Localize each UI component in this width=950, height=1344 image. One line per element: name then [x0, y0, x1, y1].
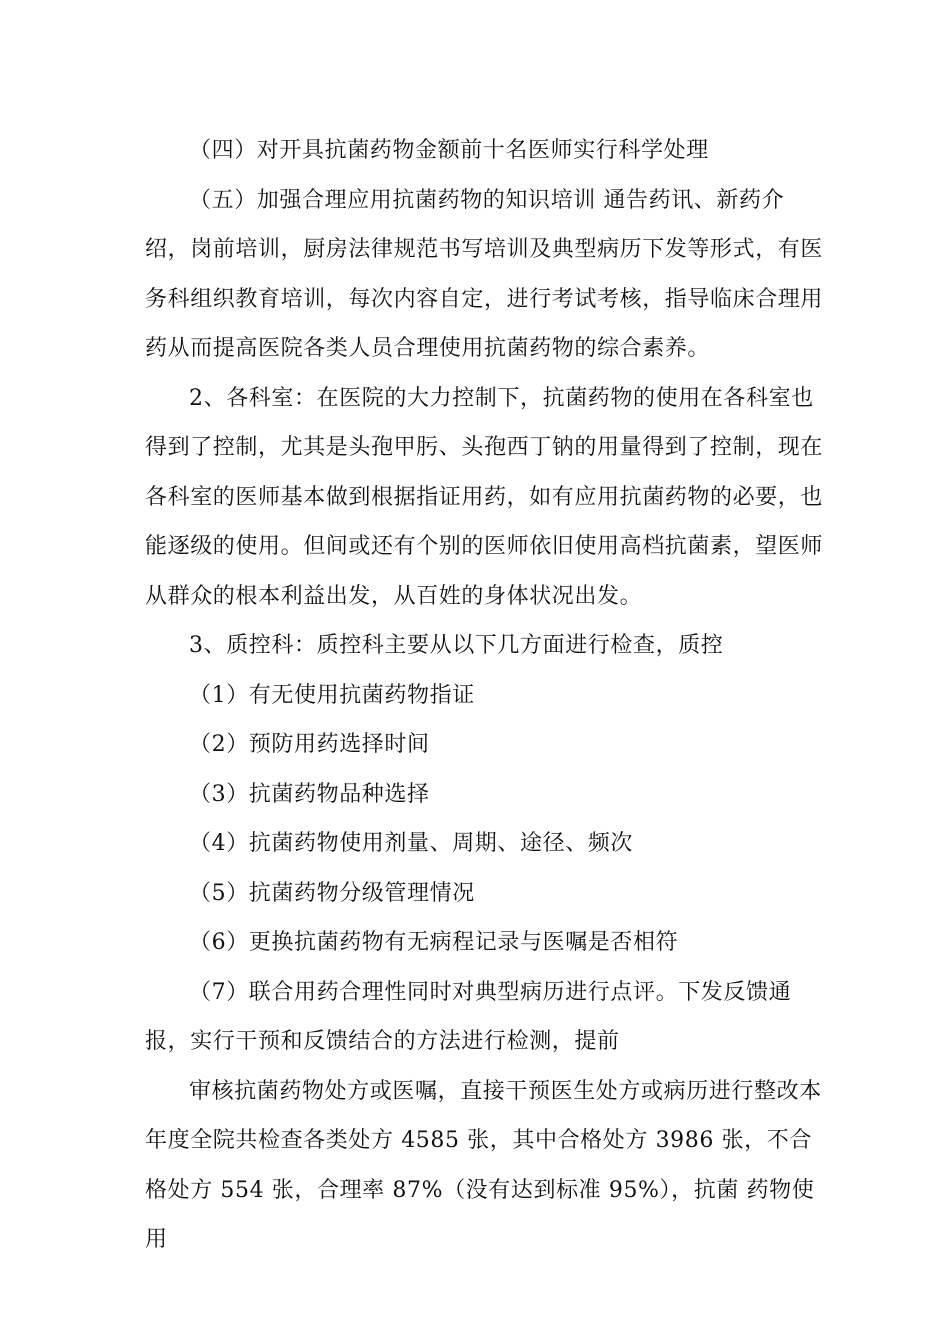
list-item-2: （2）预防用药选择时间 [189, 732, 430, 757]
paragraph-4-heading: （四）对开具抗菌药物金额前十名医师实行科学处理 [189, 138, 709, 163]
list-item-5: （5）抗菌药物分级管理情况 [189, 880, 475, 906]
list-item-4: （4）抗菌药物使用剂量、周期、途径、频次 [189, 831, 633, 856]
paragraph-5-training: （五）加强合理应用抗菌药物的知识培训 通告药讯、新药介绍，岗前培训，厨房法律规范书写培训及典型病历下发等形式，有医务科组织教育培训，每次内容自定，进行考试考核，指导临床合理用药从而提高医院各类人员合理使用抗菌药物的综合素养。 [145, 187, 824, 361]
body-text [145, 126, 825, 1265]
paragraph-departments: 2、各科室：在医院的大力控制下，抗菌药物的使用在各科室也得到了控制，尤其是头孢甲肟、头孢西丁钠的用量得到了控制，现在各科室的医师基本做到根据指证用药，如有应用抗菌药物的必要，也能逐级的使用。但间或还有个别的医师依旧使用高档抗菌素，望医师从群众的根本利益出发，从百姓的身体状况出发。 [145, 385, 824, 609]
list-item-3: （3）抗菌药物品种选择 [189, 781, 430, 807]
paragraph-quality-control: 3、质控科：质控科主要从以下几方面进行检查，质控 [189, 633, 724, 658]
list-item-7: （7）联合用药合理性同时对典型病历进行点评。下发反馈通报，实行干预和反馈结合的方法进行检测，提前 [145, 979, 792, 1054]
paragraph-audit: 审核抗菌药物处方或医嘱，直接干预医生处方或病历进行整改本年度全院共检查各类处方 4585 张，其中合格处方 3986 张，不合格处方 554 张，合理率 87%（没有达到标准 95%），抗菌 药物使用 [145, 1078, 822, 1252]
list-item-1: （1）有无使用抗菌药物指证 [189, 682, 475, 708]
list-item-6: （6）更换抗菌药物有无病程记录与医嘱是否相符 [189, 930, 679, 955]
